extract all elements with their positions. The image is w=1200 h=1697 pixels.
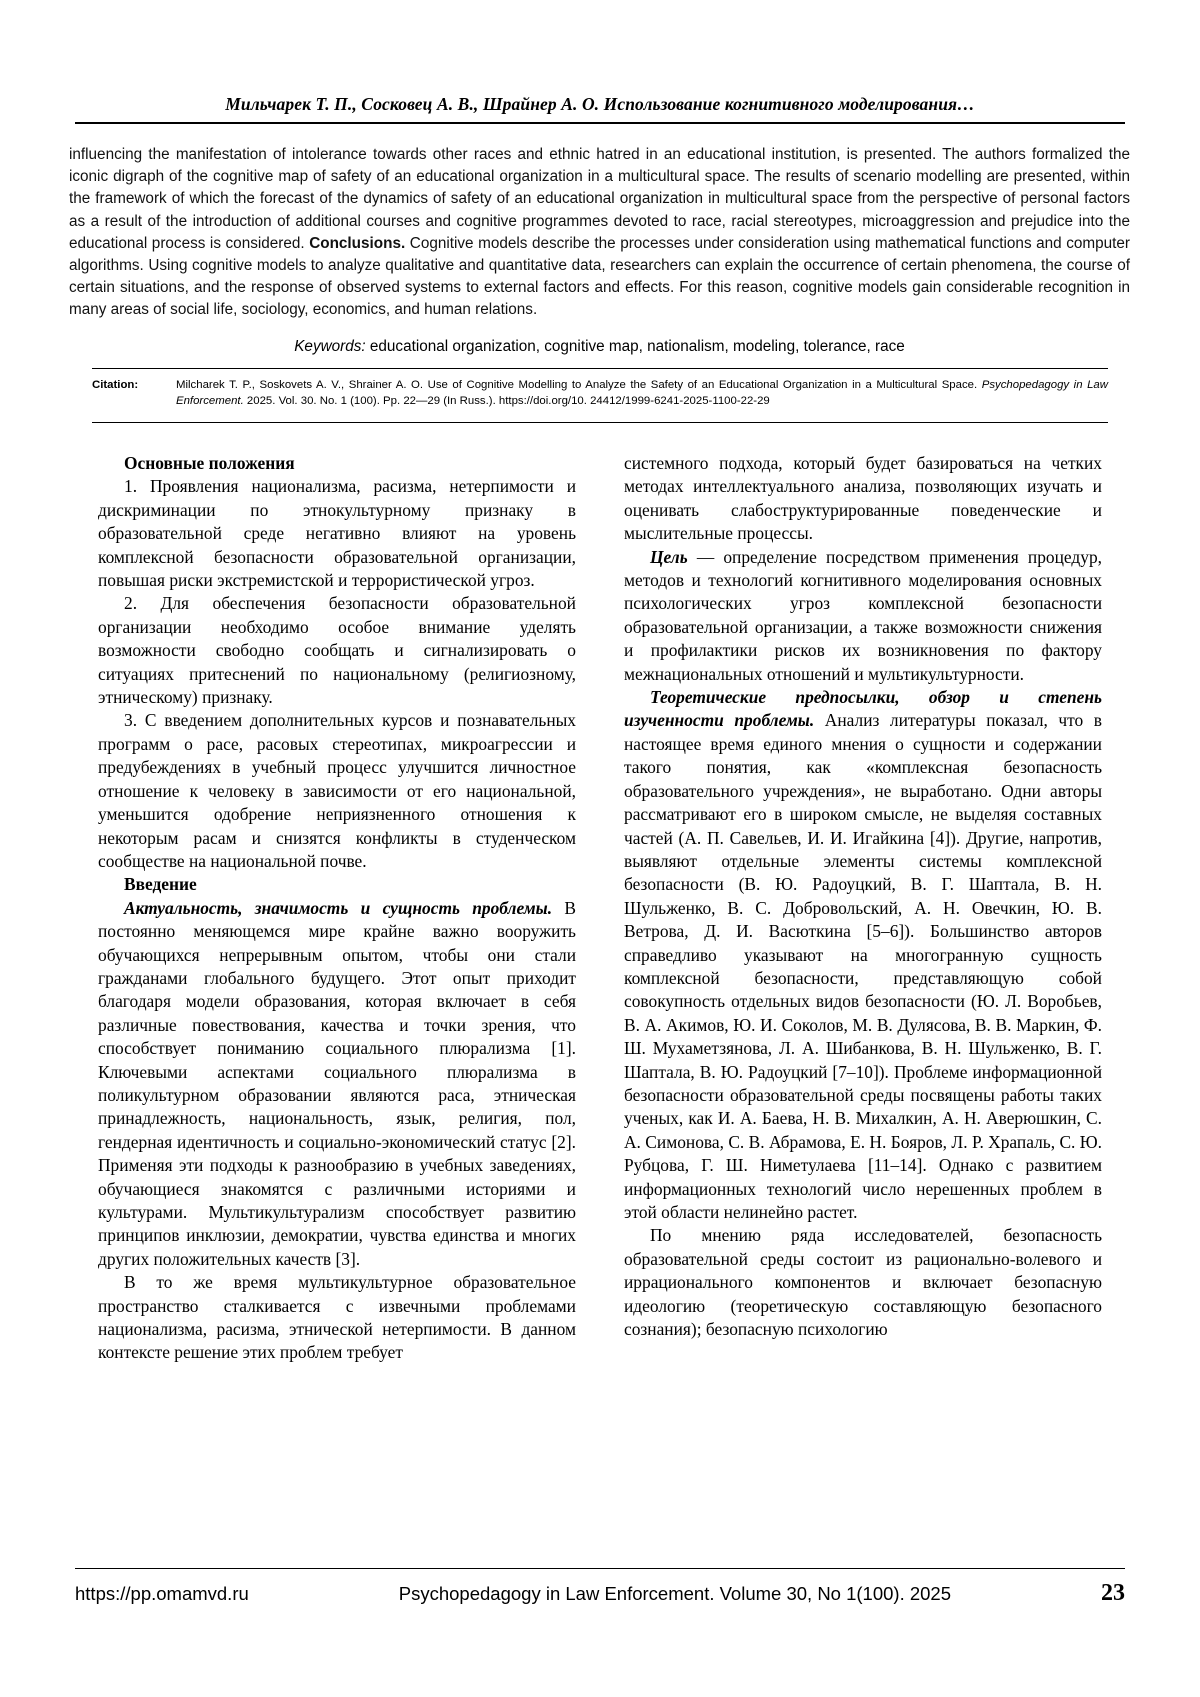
keywords-text: educational organization, cognitive map, nationalism, modeling, tolerance, race — [365, 338, 905, 355]
footer-rule — [75, 1568, 1125, 1569]
keywords-label: Keywords: — [294, 338, 366, 355]
footer-journal-info: Psychopedagogy in Law Enforcement. Volume 30, No 1(100). 2025 — [398, 1583, 952, 1604]
abstract-block — [69, 144, 1130, 321]
body-columns — [98, 452, 1102, 1512]
right-paragraph-2 — [624, 546, 1102, 686]
heading-main-provisions: Основные положения — [124, 453, 295, 473]
left-paragraph-5: В то же время мультикультурное образовательное пространство сталкивается с извечными проблемами национализма, расизма, этнической нетерпимости. В данном контексте решение этих проблем требует — [98, 1272, 576, 1363]
footer-url[interactable]: https://pp.omamvd.ru — [75, 1583, 249, 1604]
conclusions-text: Cognitive models describe the processes under consideration using mathematical functions and computer algorithms. Using cognitive models to analyze qualitative and quantitative data, researchers can explain the occurrence of certain phenomena, the course of certain situations, and the response of observed systems to external factors and effects. For this reason, cognitive models gain considerable recognition in many areas of social life, sociology, economics, and human relations. — [69, 234, 1130, 319]
abstract-text: influencing the manifestation of intolerance towards other races and ethnic hatred in an educational institution, is presented. The authors formalized the iconic digraph of the cognitive map of safety of an educational organization in a multicultural space. The results of scenario modelling are presented, within the framework of which the forecast of the dynamics of safety of an educational organization in multicultural space from the perspective of personal factors as a result of the introduction of additional courses and cognitive programmes devoted to race, racial stereotypes, microaggression and prejudice into the educational process is considered. — [69, 146, 1130, 252]
citation-text — [176, 377, 1108, 409]
citation-journal: Psychopedagogy in Law Enforcement. — [176, 379, 1108, 408]
left-paragraph-1: 1. Проявления национализма, расизма, нетерпимости и дискриминации по этнокультурному признаку в образовательной среде негативно влияют на уровень комплексной безопасности образовательной организации, повышая риски экстремистской и террористической угроз. — [98, 476, 576, 591]
right-paragraph-4: По мнению ряда исследователей, безопасность образовательной среды состоит из рационально-волевого и иррационального компонентов и включает безопасную идеологию (теоретическую составляющую безопасного сознания); безопасную психологию — [624, 1225, 1102, 1340]
keywords-line — [69, 338, 1130, 356]
left-paragraph-2: 2. Для обеспечения безопасности образовательной организации необходимо особое внимание уделять возможности свободно сообщать и сигнализировать о ситуациях притеснений по национальному (религиозному, этническому) признаку. — [98, 593, 576, 708]
citation-text-part1: Milcharek T. P., Soskovets A. V., Shrainer A. O. Use of Cognitive Modelling to Analyze the Safety of an Educational Organization in a Multicultural Space. — [176, 379, 982, 391]
right-column — [624, 452, 1102, 1512]
right-paragraph-3-runin: Теоретические предпосылки, обзор и степень изученности проблемы. — [624, 687, 1102, 731]
left-paragraph-4-text: В постоянно меняющемся мире крайне важно вооружить обучающихся непрерывным опытом, чтобы они стали гражданами глобального будущего. Этот опыт приходит благодаря модели образования, которая включает в себя различные повествования, качества и точки зрения, что способствует пониманию социального плюрализма [1]. Ключевыми аспектами социального плюрализма в поликультурном образовании являются раса, этническая принадлежность, национальность, язык, религия, пол, гендерная идентичность и социально-экономический статус [2]. Применяя эти подходы к разнообразию в учебных заведениях, обучающиеся знакомятся с различными историями и культурами. Мультикультурализм способствует развитию принципов инклюзии, демократии, чувства единства и многих других положительных качеств [3]. — [98, 897, 576, 1269]
running-head-rule — [75, 122, 1125, 124]
heading-introduction: Введение — [124, 874, 197, 895]
left-paragraph-3: 3. С введением дополнительных курсов и познавательных программ о расе, расовых стереотипах, микроагрессии и предубеждениях в учебный процесс улучшится личностное отношение к человеку в зависимости от его национальной, уменьшится одобрение неприязненного отношения к некоторым расам и снизятся конфликты в студенческом сообществе на национальной почве. — [98, 710, 576, 871]
right-paragraph-2-runin: Цель — [650, 546, 688, 567]
citation-block — [92, 377, 1108, 409]
right-paragraph-1: системного подхода, который будет базироваться на четких методах интеллектуального анализа, позволяющих изучать и оценивать слабоструктурированные поведенческие и мыслительные процессы. — [624, 453, 1102, 544]
abstract-paragraph — [69, 144, 1130, 321]
citation-rule-bottom — [92, 422, 1108, 423]
page-number: 23 — [1101, 1580, 1125, 1606]
left-column — [98, 452, 576, 1512]
right-paragraph-3-text: Анализ литературы показал, что в настоящее время единого мнения о сущности и содержании такого понятия, как «комплексная безопасность образовательного учреждения», не выработано. Одни авторы рассматривают его в широком смысле, не выделяя составных частей (А. П. Савельев, И. И. Игайкина [4]). Другие, напротив, выявляют отдельные элементы системы комплексной безопасности (В. Ю. Радоуцкий, В. Г. Шаптала, В. Н. Шульженко, В. С. Добровольский, А. Н. Овечкин, Ю. В. Ветрова, Д. И. Васюткина [5–6]). Большинство авторов справедливо указывают на многогранную сущность комплексной безопасности, представляющую собой совокупность отдельных видов безопасности (Ю. Л. Воробьев, В. А. Акимов, Ю. И. Соколов, М. В. Дулясова, В. В. Маркин, Ф. Ш. Мухаметзянова, Л. А. Шибанкова, В. Н. Шульженко, В. Г. Шаптала, В. Ю. Радоуцкий [7–10]). Проблеме информационной безопасности образовательной среды посвящены работы таких ученых, как И. А. Баева, Н. В. Михалкин, А. Н. Аверюшкин, С. А. Симонова, С. В. Абрамова, Е. Н. Бояров, Л. Р. Храпаль, С. Ю. Рубцова, Г. Ш. Ниметулаева [11–14]. Однако с развитием информационных технологий число нерешенных проблем в этой области нелинейно растет. — [624, 710, 1102, 1222]
running-head: Мильчарек Т. П., Сосковец А. В., Шрайнер А. О. Использование когнитивного моделирования… — [225, 94, 975, 114]
citation-text-part2: 2025. Vol. 30. No. 1 (100). Pp. 22—29 (In Russ.). https://doi.org/10. 24412/1999-6241-2025-1100-22-29 — [243, 395, 770, 408]
citation-label: Citation: — [92, 379, 139, 391]
page-footer — [75, 1580, 1125, 1607]
right-paragraph-2-text: — определение посредством применения процедур, методов и технологий когнитивного моделирования основных психологических угроз комплексной безопасности образовательной организации, а также возможности снижения и профилактики рисков их возникновения по фактору межнациональных отношений и мультикультурности. — [624, 546, 1102, 684]
right-paragraph-3 — [624, 686, 1102, 1224]
left-paragraph-4 — [98, 897, 576, 1272]
conclusions-label: Conclusions. — [309, 234, 406, 252]
left-paragraph-4-runin: Актуальность, значимость и сущность проблемы. — [124, 897, 553, 918]
citation-rule-top — [92, 368, 1108, 369]
